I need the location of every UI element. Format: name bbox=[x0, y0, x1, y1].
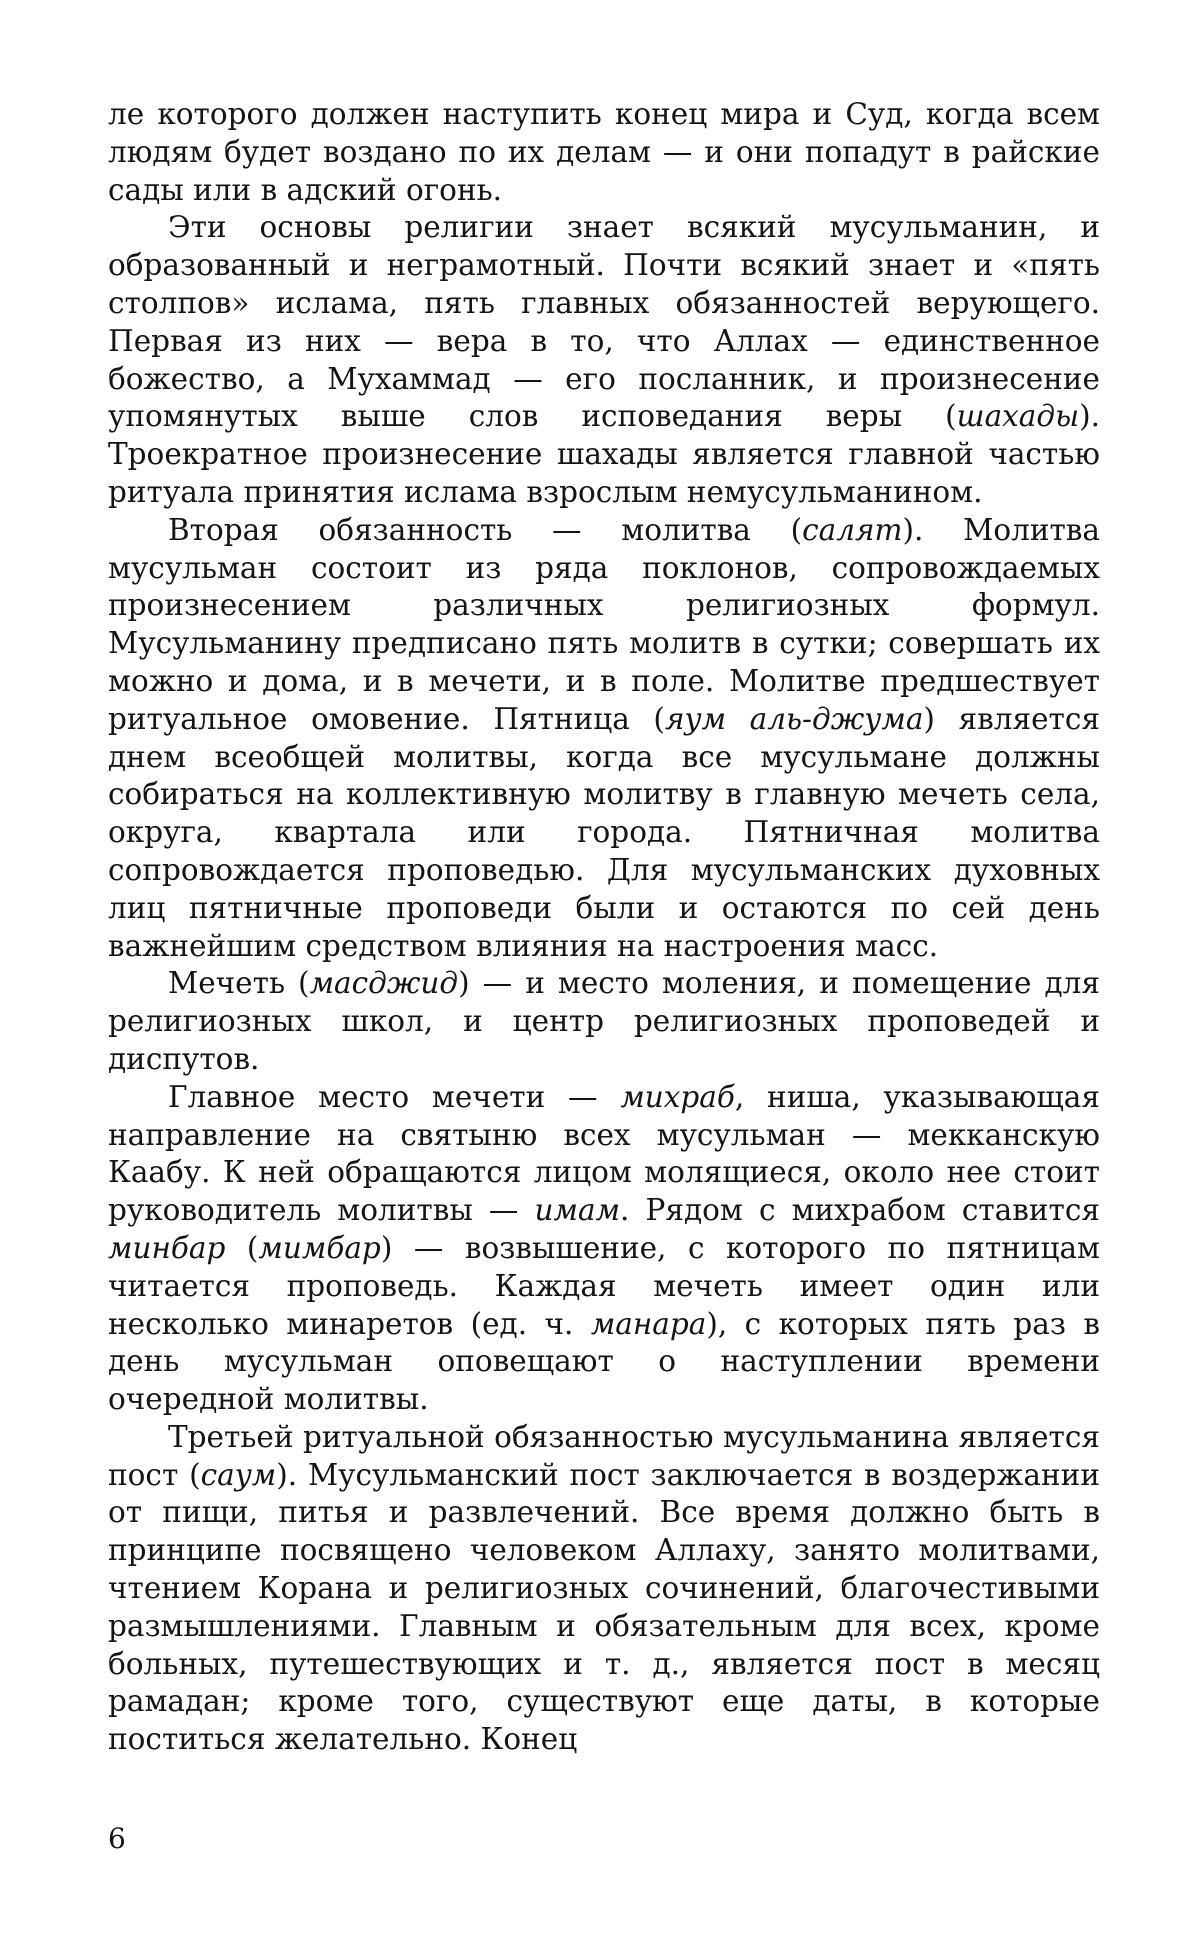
paragraph bbox=[108, 96, 1100, 209]
italic-term: масджид bbox=[309, 966, 459, 1001]
text-run: ле которого должен наступить конец мира и Суд, когда всем людям будет воздано по их делам — и они попадут в райские сады или в адский огонь. bbox=[108, 97, 1100, 207]
italic-term: имам bbox=[534, 1193, 621, 1228]
text-run: Третьей ритуальной обязанностью мусульманина является пост ( bbox=[108, 1419, 1100, 1492]
text-run: Вторая обязанность — молитва ( bbox=[168, 512, 803, 547]
italic-term: салят bbox=[802, 512, 903, 547]
text-run: Главное место мечети — bbox=[168, 1079, 621, 1114]
text-run: ). Троекратное произнесение шахады является главной частью ритуала принятия ислама взрослым немусульманином. bbox=[108, 399, 1100, 509]
text-run: ). Мусульманский пост заключается в воздержании от пищи, питья и развлечений. Все время должно быть в принципе посвящено человеком Аллаху, занято молитвами, чтением Корана и религиозных сочинений, благочестивыми размышлениями. Главным и обязательным для всех, кроме больных, путешествующих и т. д., является пост в месяц рамадан; кроме того, существуют еще даты, в которые поститься желательно. Конец bbox=[108, 1457, 1100, 1757]
italic-term: шахады bbox=[956, 399, 1080, 434]
italic-term: яум аль-джума bbox=[664, 701, 924, 736]
page-number: 6 bbox=[108, 1822, 126, 1855]
text-run: Эти основы религии знает всякий мусульманин, и образованный и неграмотный. Почти всякий знает и «пять столпов» ислама, пять главных обязанностей верующего. Первая из них — вера в то, что Аллах — единственное божество, а Мухаммад — его посланник, и произнесение упомянутых выше слов исповедания веры ( bbox=[108, 210, 1100, 434]
text-run: ) — и место моления, и помещение для религиозных школ, и центр религиозных проповедей и диспутов. bbox=[108, 966, 1100, 1076]
text-run: ) — возвышение, с которого по пятницам читается проповедь. Каждая мечеть имеет один или несколько минаретов (ед. ч. bbox=[108, 1230, 1100, 1341]
text-run: ), с которых пять раз в день мусульман оповещают о наступлении времени очередной молитвы. bbox=[108, 1306, 1100, 1417]
paragraph bbox=[108, 965, 1100, 1078]
text-run: ). Молитва мусульман состоит из ряда поклонов, сопровождаемых произнесением различных религиозных формул. Мусульманину предписано пять молитв в сутки; совершать их можно и дома, и в мечети, и в поле. Молитве предшествует ритуальное омовение. Пятница ( bbox=[108, 512, 1100, 736]
italic-term: минбар bbox=[108, 1230, 226, 1265]
text-run: ) является днем всеобщей молитвы, когда все мусульмане должны собираться на коллективную молитву в главную мечеть села, округа, квартала или города. Пятничная молитва сопровождается проповедью. Для мусульманских духовных лиц пятничные проповеди были и остаются по сей день важнейшим средством влияния на настроения масс. bbox=[108, 701, 1100, 963]
italic-term: мимбар bbox=[258, 1230, 381, 1265]
body-text bbox=[108, 96, 1100, 1759]
text-run: Мечеть ( bbox=[168, 966, 310, 1001]
paragraph bbox=[108, 209, 1100, 511]
italic-term: манара bbox=[590, 1306, 707, 1341]
paragraph bbox=[108, 1419, 1100, 1759]
text-run: , ниша, указывающая направление на святыню всех мусульман — мекканскую Каабу. К ней обращаются лицом молящиеся, около нее стоит руководитель молитвы — bbox=[108, 1079, 1100, 1228]
paragraph bbox=[108, 1079, 1100, 1419]
italic-term: саум bbox=[200, 1457, 277, 1492]
text-run: . Рядом с михрабом ставится bbox=[620, 1193, 1100, 1228]
text-run: ( bbox=[225, 1230, 259, 1265]
paragraph bbox=[108, 512, 1100, 966]
italic-term: михраб bbox=[620, 1079, 735, 1114]
